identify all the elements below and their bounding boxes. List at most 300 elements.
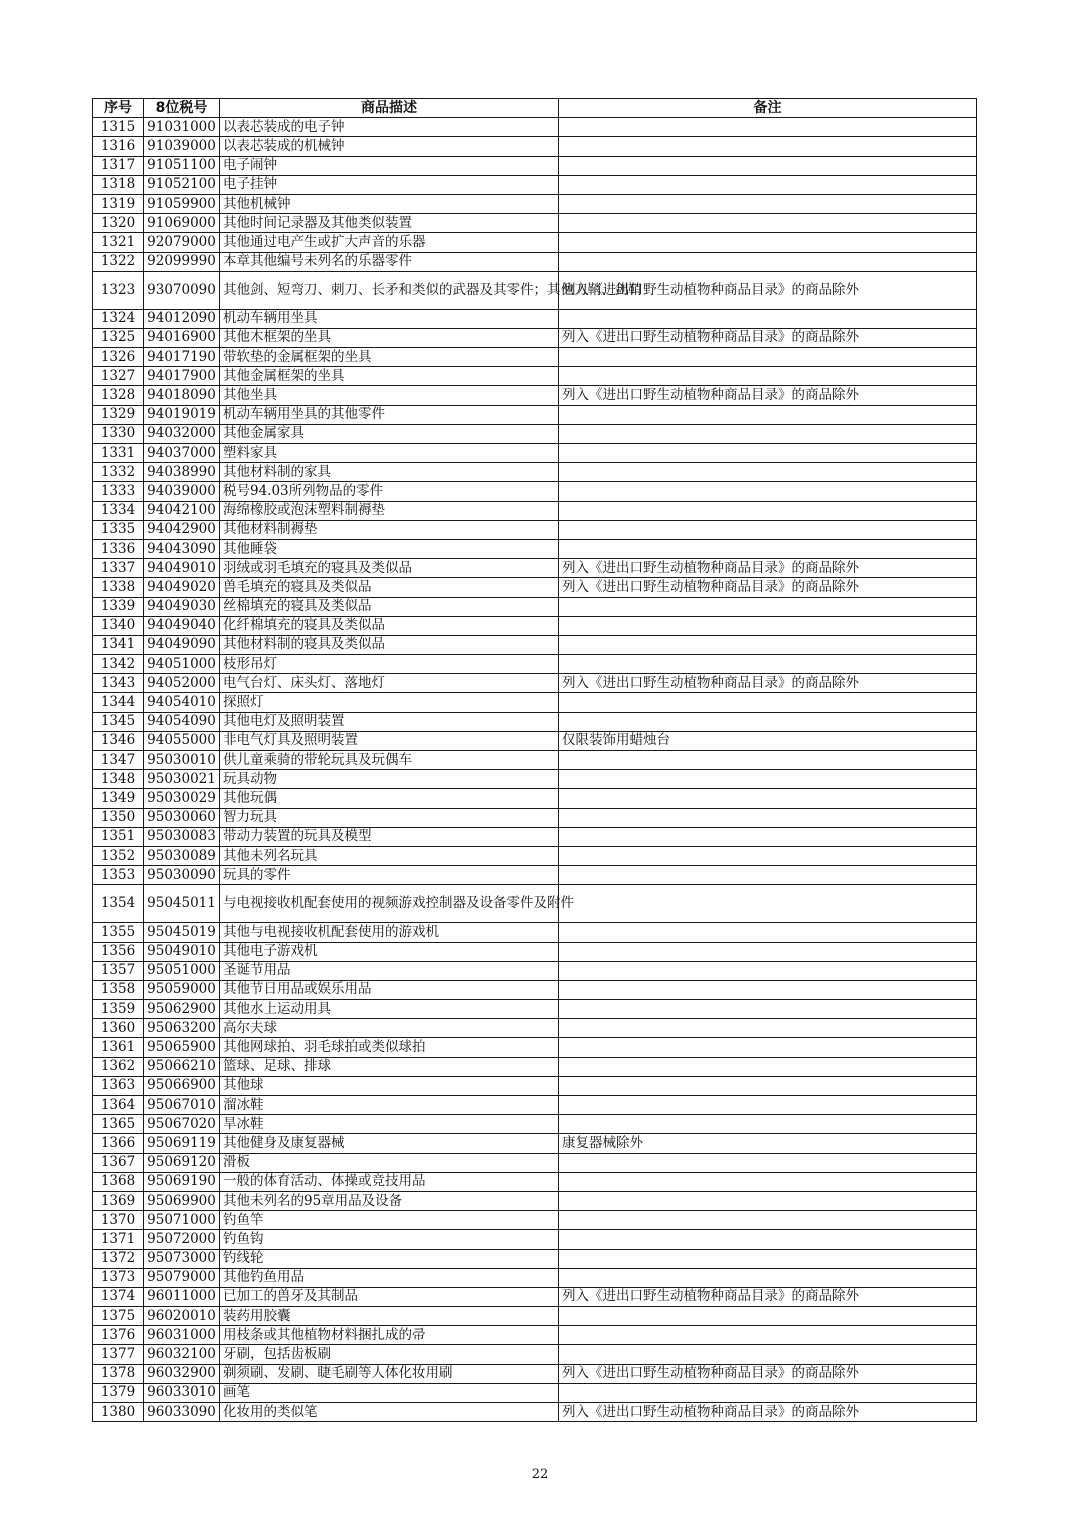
header-code: 8位税号 <box>144 99 220 118</box>
row-seq-cell: 1316 <box>93 137 144 156</box>
row-code-cell: 95066900 <box>144 1076 220 1095</box>
table-row <box>93 1326 977 1345</box>
row-desc-cell: 其他坐具 <box>220 386 559 405</box>
row-desc-cell: 其他水上运动用具 <box>220 1000 559 1019</box>
row-remark-cell <box>559 961 977 980</box>
row-desc-cell: 海绵橡胶或泡沫塑料制褥垫 <box>220 501 559 520</box>
table-row <box>93 1307 977 1326</box>
row-seq-cell: 1343 <box>93 674 144 693</box>
row-remark-cell <box>559 1153 977 1172</box>
row-remark-cell <box>559 1038 977 1057</box>
row-remark-cell <box>559 789 977 808</box>
row-desc-cell: 玩具的零件 <box>220 866 559 885</box>
row-desc-cell: 其他材料制的寝具及类似品 <box>220 635 559 654</box>
row-remark-cell <box>559 1326 977 1345</box>
row-desc-cell: 化纤棉填充的寝具及类似品 <box>220 616 559 635</box>
row-desc-cell: 钓鱼钩 <box>220 1230 559 1249</box>
row-seq-cell: 1352 <box>93 846 144 865</box>
row-remark-cell <box>559 137 977 156</box>
row-remark-cell: 列入《进出口野生动植物种商品目录》的商品除外 <box>559 578 977 597</box>
row-seq-cell: 1365 <box>93 1115 144 1134</box>
row-desc-cell: 本章其他编号未列名的乐器零件 <box>220 252 559 271</box>
table-row <box>93 885 977 923</box>
row-code-cell: 94012090 <box>144 309 220 328</box>
row-seq-cell: 1336 <box>93 539 144 558</box>
row-desc-cell: 圣诞节用品 <box>220 961 559 980</box>
table-row <box>93 1019 977 1038</box>
row-code-cell: 91052100 <box>144 175 220 194</box>
row-seq-cell: 1331 <box>93 444 144 463</box>
row-desc-cell: 其他剑、短弯刀、刺刀、长矛和类似的武器及其零件；其他刀鞘、剑鞘 <box>220 271 559 309</box>
table-row <box>93 137 977 156</box>
header-desc: 商品描述 <box>220 99 559 118</box>
table-row <box>93 635 977 654</box>
row-code-cell: 93070090 <box>144 271 220 309</box>
row-desc-cell: 其他电灯及照明装置 <box>220 712 559 731</box>
row-seq-cell: 1330 <box>93 424 144 443</box>
row-seq-cell: 1363 <box>93 1076 144 1095</box>
row-remark-cell: 列入《进出口野生动植物种商品目录》的商品除外 <box>559 674 977 693</box>
row-seq-cell: 1367 <box>93 1153 144 1172</box>
row-seq-cell: 1361 <box>93 1038 144 1057</box>
page-number: 22 <box>531 1467 549 1482</box>
row-code-cell: 96032100 <box>144 1345 220 1364</box>
table-row <box>93 348 977 367</box>
table-row <box>93 808 977 827</box>
row-code-cell: 95030010 <box>144 751 220 770</box>
row-seq-cell: 1357 <box>93 961 144 980</box>
table-row <box>93 789 977 808</box>
table-row <box>93 1249 977 1268</box>
row-seq-cell: 1376 <box>93 1326 144 1345</box>
row-remark-cell <box>559 463 977 482</box>
row-desc-cell: 旱冰鞋 <box>220 1115 559 1134</box>
row-code-cell: 95030021 <box>144 770 220 789</box>
table-row <box>93 1287 977 1306</box>
row-desc-cell: 剃须刷、发刷、睫毛刷等人体化妆用刷 <box>220 1364 559 1383</box>
row-desc-cell: 溜冰鞋 <box>220 1096 559 1115</box>
row-desc-cell: 其他金属框架的坐具 <box>220 367 559 386</box>
row-seq-cell: 1360 <box>93 1019 144 1038</box>
row-seq-cell: 1328 <box>93 386 144 405</box>
row-seq-cell: 1373 <box>93 1268 144 1287</box>
row-remark-cell <box>559 885 977 923</box>
row-desc-cell: 牙刷，包括齿板刷 <box>220 1345 559 1364</box>
row-seq-cell: 1364 <box>93 1096 144 1115</box>
table-header <box>93 99 977 118</box>
row-remark-cell <box>559 233 977 252</box>
row-remark-cell <box>559 866 977 885</box>
row-seq-cell: 1320 <box>93 214 144 233</box>
row-seq-cell: 1356 <box>93 942 144 961</box>
table-row <box>93 367 977 386</box>
row-remark-cell <box>559 1019 977 1038</box>
row-remark-cell <box>559 655 977 674</box>
row-seq-cell: 1321 <box>93 233 144 252</box>
header-remark: 备注 <box>559 99 977 118</box>
row-seq-cell: 1326 <box>93 348 144 367</box>
row-remark-cell <box>559 597 977 616</box>
row-remark-cell <box>559 482 977 501</box>
row-desc-cell: 其他机械钟 <box>220 194 559 213</box>
row-code-cell: 91031000 <box>144 118 220 137</box>
row-desc-cell: 以表芯装成的电子钟 <box>220 118 559 137</box>
row-remark-cell <box>559 635 977 654</box>
table-row <box>93 1057 977 1076</box>
row-desc-cell: 篮球、足球、排球 <box>220 1057 559 1076</box>
row-remark-cell <box>559 444 977 463</box>
row-desc-cell: 其他通过电产生或扩大声音的乐器 <box>220 233 559 252</box>
row-desc-cell: 其他健身及康复器械 <box>220 1134 559 1153</box>
row-remark-cell <box>559 1345 977 1364</box>
table-row <box>93 1230 977 1249</box>
row-code-cell: 94052000 <box>144 674 220 693</box>
table-row <box>93 156 977 175</box>
row-remark-cell <box>559 175 977 194</box>
table-row <box>93 770 977 789</box>
row-code-cell: 95045019 <box>144 923 220 942</box>
row-code-cell: 94037000 <box>144 444 220 463</box>
table-row <box>93 405 977 424</box>
row-remark-cell <box>559 770 977 789</box>
row-desc-cell: 机动车辆用坐具的其他零件 <box>220 405 559 424</box>
row-code-cell: 94049020 <box>144 578 220 597</box>
row-remark-cell <box>559 156 977 175</box>
row-desc-cell: 丝棉填充的寝具及类似品 <box>220 597 559 616</box>
row-code-cell: 94049030 <box>144 597 220 616</box>
row-seq-cell: 1379 <box>93 1383 144 1402</box>
row-seq-cell: 1359 <box>93 1000 144 1019</box>
row-desc-cell: 装药用胶囊 <box>220 1307 559 1326</box>
row-seq-cell: 1329 <box>93 405 144 424</box>
row-desc-cell: 用枝条或其他植物材料捆扎成的帚 <box>220 1326 559 1345</box>
row-remark-cell <box>559 348 977 367</box>
table-row <box>93 1038 977 1057</box>
row-remark-cell <box>559 1115 977 1134</box>
row-code-cell: 94054090 <box>144 712 220 731</box>
row-desc-cell: 钓鱼竿 <box>220 1211 559 1230</box>
row-code-cell: 94018090 <box>144 386 220 405</box>
row-seq-cell: 1347 <box>93 751 144 770</box>
row-seq-cell: 1327 <box>93 367 144 386</box>
row-seq-cell: 1374 <box>93 1287 144 1306</box>
table-row <box>93 539 977 558</box>
row-seq-cell: 1344 <box>93 693 144 712</box>
row-seq-cell: 1332 <box>93 463 144 482</box>
row-remark-cell <box>559 923 977 942</box>
row-code-cell: 95069190 <box>144 1172 220 1191</box>
row-code-cell: 94043090 <box>144 539 220 558</box>
row-desc-cell: 枝形吊灯 <box>220 655 559 674</box>
row-desc-cell: 电气台灯、床头灯、落地灯 <box>220 674 559 693</box>
row-code-cell: 95059000 <box>144 980 220 999</box>
row-code-cell: 95030060 <box>144 808 220 827</box>
row-seq-cell: 1322 <box>93 252 144 271</box>
row-seq-cell: 1333 <box>93 482 144 501</box>
row-code-cell: 94019019 <box>144 405 220 424</box>
row-code-cell: 96011000 <box>144 1287 220 1306</box>
row-remark-cell: 列入《进出口野生动植物种商品目录》的商品除外 <box>559 1403 977 1422</box>
row-remark-cell <box>559 1076 977 1095</box>
row-remark-cell <box>559 252 977 271</box>
goods-table <box>92 98 977 1422</box>
row-desc-cell: 滑板 <box>220 1153 559 1172</box>
table-row <box>93 424 977 443</box>
row-seq-cell: 1366 <box>93 1134 144 1153</box>
row-remark-cell <box>559 1191 977 1210</box>
table-row <box>93 175 977 194</box>
row-code-cell: 94017900 <box>144 367 220 386</box>
table-row <box>93 1000 977 1019</box>
table-row <box>93 1403 977 1422</box>
row-seq-cell: 1372 <box>93 1249 144 1268</box>
row-desc-cell: 与电视接收机配套使用的视频游戏控制器及设备零件及附件 <box>220 885 559 923</box>
row-desc-cell: 其他材料制的家具 <box>220 463 559 482</box>
row-code-cell: 94042100 <box>144 501 220 520</box>
row-seq-cell: 1354 <box>93 885 144 923</box>
row-code-cell: 95030090 <box>144 866 220 885</box>
row-remark-cell <box>559 309 977 328</box>
table-row <box>93 118 977 137</box>
table-row <box>93 233 977 252</box>
row-remark-cell <box>559 1307 977 1326</box>
table-row <box>93 520 977 539</box>
row-code-cell: 94042900 <box>144 520 220 539</box>
table-row <box>93 559 977 578</box>
row-desc-cell: 其他网球拍、羽毛球拍或类似球拍 <box>220 1038 559 1057</box>
table-row <box>93 655 977 674</box>
row-code-cell: 95062900 <box>144 1000 220 1019</box>
row-code-cell: 96033010 <box>144 1383 220 1402</box>
row-desc-cell: 其他未列名玩具 <box>220 846 559 865</box>
table-row <box>93 616 977 635</box>
row-desc-cell: 已加工的兽牙及其制品 <box>220 1287 559 1306</box>
row-desc-cell: 其他未列名的95章用品及设备 <box>220 1191 559 1210</box>
row-seq-cell: 1362 <box>93 1057 144 1076</box>
row-seq-cell: 1348 <box>93 770 144 789</box>
row-code-cell: 96031000 <box>144 1326 220 1345</box>
row-seq-cell: 1378 <box>93 1364 144 1383</box>
row-remark-cell <box>559 1172 977 1191</box>
row-code-cell: 95072000 <box>144 1230 220 1249</box>
header-seq: 序号 <box>93 99 144 118</box>
table-row <box>93 1268 977 1287</box>
row-remark-cell <box>559 194 977 213</box>
row-code-cell: 91051100 <box>144 156 220 175</box>
table-row <box>93 194 977 213</box>
table-row <box>93 1383 977 1402</box>
row-remark-cell <box>559 1383 977 1402</box>
row-code-cell: 92099990 <box>144 252 220 271</box>
row-desc-cell: 带软垫的金属框架的坐具 <box>220 348 559 367</box>
row-desc-cell: 非电气灯具及照明装置 <box>220 731 559 750</box>
row-desc-cell: 其他材料制褥垫 <box>220 520 559 539</box>
row-remark-cell <box>559 214 977 233</box>
row-remark-cell <box>559 1096 977 1115</box>
row-remark-cell <box>559 1249 977 1268</box>
row-seq-cell: 1318 <box>93 175 144 194</box>
row-seq-cell: 1370 <box>93 1211 144 1230</box>
row-remark-cell <box>559 539 977 558</box>
row-remark-cell: 列入《进出口野生动植物种商品目录》的商品除外 <box>559 271 977 309</box>
row-seq-cell: 1353 <box>93 866 144 885</box>
table-row <box>93 827 977 846</box>
row-remark-cell <box>559 846 977 865</box>
row-desc-cell: 玩具动物 <box>220 770 559 789</box>
row-seq-cell: 1358 <box>93 980 144 999</box>
row-code-cell: 94054010 <box>144 693 220 712</box>
table-row <box>93 1364 977 1383</box>
table-body <box>93 118 977 1422</box>
row-desc-cell: 其他木框架的坐具 <box>220 328 559 347</box>
row-desc-cell: 其他时间记录器及其他类似装置 <box>220 214 559 233</box>
table-row <box>93 731 977 750</box>
row-seq-cell: 1340 <box>93 616 144 635</box>
row-desc-cell: 化妆用的类似笔 <box>220 1403 559 1422</box>
row-code-cell: 96033090 <box>144 1403 220 1422</box>
row-seq-cell: 1319 <box>93 194 144 213</box>
table-row <box>93 309 977 328</box>
row-seq-cell: 1371 <box>93 1230 144 1249</box>
row-remark-cell <box>559 520 977 539</box>
row-seq-cell: 1317 <box>93 156 144 175</box>
row-remark-cell <box>559 827 977 846</box>
table-row <box>93 1211 977 1230</box>
row-code-cell: 95030083 <box>144 827 220 846</box>
row-desc-cell: 其他球 <box>220 1076 559 1095</box>
row-seq-cell: 1339 <box>93 597 144 616</box>
table-row <box>93 866 977 885</box>
row-seq-cell: 1369 <box>93 1191 144 1210</box>
row-remark-cell: 列入《进出口野生动植物种商品目录》的商品除外 <box>559 1364 977 1383</box>
table-row <box>93 846 977 865</box>
row-seq-cell: 1337 <box>93 559 144 578</box>
table-row <box>93 1134 977 1153</box>
row-code-cell: 91039000 <box>144 137 220 156</box>
row-code-cell: 95079000 <box>144 1268 220 1287</box>
table-row <box>93 482 977 501</box>
row-code-cell: 94055000 <box>144 731 220 750</box>
row-desc-cell: 其他节日用品或娱乐用品 <box>220 980 559 999</box>
row-seq-cell: 1342 <box>93 655 144 674</box>
table-row <box>93 463 977 482</box>
row-code-cell: 94032000 <box>144 424 220 443</box>
table-row <box>93 712 977 731</box>
row-code-cell: 95069119 <box>144 1134 220 1153</box>
row-code-cell: 96020010 <box>144 1307 220 1326</box>
row-seq-cell: 1345 <box>93 712 144 731</box>
row-remark-cell <box>559 980 977 999</box>
row-desc-cell: 画笔 <box>220 1383 559 1402</box>
row-code-cell: 95069120 <box>144 1153 220 1172</box>
row-remark-cell <box>559 118 977 137</box>
row-seq-cell: 1315 <box>93 118 144 137</box>
row-desc-cell: 探照灯 <box>220 693 559 712</box>
row-desc-cell: 其他钓鱼用品 <box>220 1268 559 1287</box>
row-desc-cell: 电子闹钟 <box>220 156 559 175</box>
table-row <box>93 214 977 233</box>
table-row <box>93 961 977 980</box>
row-remark-cell <box>559 942 977 961</box>
row-seq-cell: 1351 <box>93 827 144 846</box>
row-desc-cell: 兽毛填充的寝具及类似品 <box>220 578 559 597</box>
table-row <box>93 693 977 712</box>
table-row <box>93 501 977 520</box>
row-remark-cell <box>559 405 977 424</box>
row-desc-cell: 钓线轮 <box>220 1249 559 1268</box>
row-desc-cell: 其他电子游戏机 <box>220 942 559 961</box>
row-code-cell: 95067020 <box>144 1115 220 1134</box>
row-desc-cell: 塑料家具 <box>220 444 559 463</box>
row-desc-cell: 其他与电视接收机配套使用的游戏机 <box>220 923 559 942</box>
table-row <box>93 674 977 693</box>
row-remark-cell <box>559 693 977 712</box>
row-code-cell: 95073000 <box>144 1249 220 1268</box>
row-seq-cell: 1355 <box>93 923 144 942</box>
row-desc-cell: 一般的体育活动、体操或竞技用品 <box>220 1172 559 1191</box>
row-code-cell: 95069900 <box>144 1191 220 1210</box>
row-remark-cell <box>559 1057 977 1076</box>
row-remark-cell <box>559 616 977 635</box>
row-code-cell: 95071000 <box>144 1211 220 1230</box>
row-remark-cell: 列入《进出口野生动植物种商品目录》的商品除外 <box>559 328 977 347</box>
row-remark-cell <box>559 424 977 443</box>
row-code-cell: 92079000 <box>144 233 220 252</box>
row-seq-cell: 1346 <box>93 731 144 750</box>
row-code-cell: 94049090 <box>144 635 220 654</box>
row-code-cell: 94051000 <box>144 655 220 674</box>
row-remark-cell <box>559 367 977 386</box>
row-remark-cell: 列入《进出口野生动植物种商品目录》的商品除外 <box>559 386 977 405</box>
row-code-cell: 95030089 <box>144 846 220 865</box>
row-code-cell: 95066210 <box>144 1057 220 1076</box>
row-code-cell: 95051000 <box>144 961 220 980</box>
table-row <box>93 252 977 271</box>
table-row <box>93 1345 977 1364</box>
row-code-cell: 95065900 <box>144 1038 220 1057</box>
row-remark-cell <box>559 501 977 520</box>
row-seq-cell: 1341 <box>93 635 144 654</box>
table-row <box>93 980 977 999</box>
row-desc-cell: 供儿童乘骑的带轮玩具及玩偶车 <box>220 751 559 770</box>
row-seq-cell: 1323 <box>93 271 144 309</box>
row-seq-cell: 1368 <box>93 1172 144 1191</box>
row-seq-cell: 1324 <box>93 309 144 328</box>
row-desc-cell: 羽绒或羽毛填充的寝具及类似品 <box>220 559 559 578</box>
row-desc-cell: 智力玩具 <box>220 808 559 827</box>
row-seq-cell: 1325 <box>93 328 144 347</box>
table-row <box>93 923 977 942</box>
row-remark-cell <box>559 1230 977 1249</box>
row-code-cell: 95030029 <box>144 789 220 808</box>
table-row <box>93 444 977 463</box>
table-row <box>93 1076 977 1095</box>
row-remark-cell: 仅限装饰用蜡烛台 <box>559 731 977 750</box>
row-remark-cell: 列入《进出口野生动植物种商品目录》的商品除外 <box>559 1287 977 1306</box>
row-seq-cell: 1335 <box>93 520 144 539</box>
row-desc-cell: 高尔夫球 <box>220 1019 559 1038</box>
row-code-cell: 95045011 <box>144 885 220 923</box>
row-code-cell: 94017190 <box>144 348 220 367</box>
table-row <box>93 942 977 961</box>
row-desc-cell: 税号94.03所列物品的零件 <box>220 482 559 501</box>
table-row <box>93 597 977 616</box>
row-seq-cell: 1380 <box>93 1403 144 1422</box>
row-code-cell: 94016900 <box>144 328 220 347</box>
table-row <box>93 328 977 347</box>
row-remark-cell <box>559 1268 977 1287</box>
row-code-cell: 91059900 <box>144 194 220 213</box>
